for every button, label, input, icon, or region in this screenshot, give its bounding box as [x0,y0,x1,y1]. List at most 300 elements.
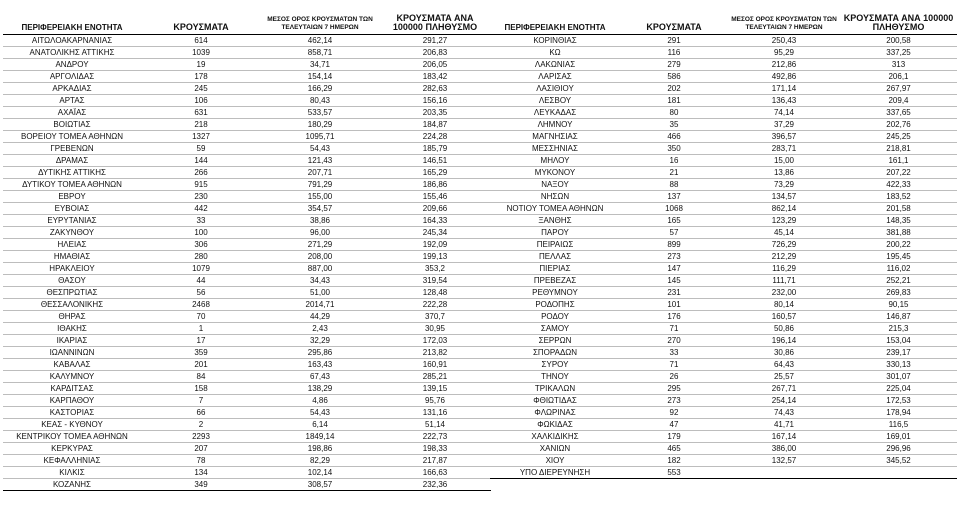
region-cell: ΚΑΛΥΜΝΟΥ [3,371,141,383]
per-100k-cell: 213,82 [379,347,491,359]
table-row [490,95,957,107]
avg-7-days-cell: 196,14 [728,335,840,347]
region-cell: ΠΑΡΟΥ [490,227,620,239]
header-cases: ΚΡΟΥΣΜΑΤΑ [620,10,728,35]
cases-cell: 57 [620,227,728,239]
region-cell: ΑΝΑΤΟΛΙΚΗΣ ΑΤΤΙΚΗΣ [3,47,141,59]
cases-cell: 465 [620,443,728,455]
table-row [490,179,957,191]
cases-cell: 306 [141,239,261,251]
avg-7-days-cell: 295,86 [261,347,379,359]
cases-cell: 145 [620,275,728,287]
per-100k-cell: 370,7 [379,311,491,323]
avg-7-days-cell: 1095,71 [261,131,379,143]
cases-cell: 553 [620,467,728,479]
table-row [3,347,491,359]
region-cell: ΦΩΚΙΔΑΣ [490,419,620,431]
per-100k-cell: 172,53 [840,395,957,407]
region-cell: ΑΧΑΪΑΣ [3,107,141,119]
per-100k-cell: 161,1 [840,155,957,167]
per-100k-cell: 252,21 [840,275,957,287]
cases-cell: 165 [620,215,728,227]
avg-7-days-cell: 208,00 [261,251,379,263]
per-100k-cell: 146,87 [840,311,957,323]
table-row [490,443,957,455]
region-cell: ΣΠΟΡΑΔΩΝ [490,347,620,359]
cases-cell: 144 [141,155,261,167]
per-100k-cell: 422,33 [840,179,957,191]
per-100k-cell: 172,03 [379,335,491,347]
table-row [490,323,957,335]
table-row [490,71,957,83]
table-row [3,395,491,407]
per-100k-cell: 131,16 [379,407,491,419]
table-row [3,59,491,71]
cases-cell: 44 [141,275,261,287]
per-100k-cell: 51,14 [379,419,491,431]
header-avg-7-days: ΜΕΣΟΣ ΟΡΟΣ ΚΡΟΥΣΜΑΤΩΝ ΤΩΝ ΤΕΛΕΥΤΑΙΩΝ 7 ΗΜΕΡΩΝ [261,10,379,35]
region-cell: ΝΟΤΙΟΥ ΤΟΜΕΑ ΑΘΗΝΩΝ [490,203,620,215]
cases-cell: 614 [141,35,261,47]
per-100k-cell: 165,29 [379,167,491,179]
per-100k-cell: 239,17 [840,347,957,359]
table-row [3,455,491,467]
table-row [490,251,957,263]
table-row [490,155,957,167]
table-row [3,467,491,479]
per-100k-cell: 200,58 [840,35,957,47]
cases-cell: 56 [141,287,261,299]
per-100k-cell: 160,91 [379,359,491,371]
per-100k-cell: 206,1 [840,71,957,83]
cases-cell: 2293 [141,431,261,443]
avg-7-days-cell: 13,86 [728,167,840,179]
avg-7-days-cell: 791,29 [261,179,379,191]
per-100k-cell: 245,34 [379,227,491,239]
per-100k-cell: 146,51 [379,155,491,167]
table-row [3,131,491,143]
cases-cell: 1039 [141,47,261,59]
cases-cell: 1079 [141,263,261,275]
region-cell: ΜΑΓΝΗΣΙΑΣ [490,131,620,143]
avg-7-days-cell: 15,00 [728,155,840,167]
avg-7-days-cell: 32,29 [261,335,379,347]
table-row [490,35,957,47]
avg-7-days-cell: 166,29 [261,83,379,95]
table-row [490,467,957,479]
table-row [490,239,957,251]
cases-cell: 84 [141,371,261,383]
region-cell: ΙΚΑΡΙΑΣ [3,335,141,347]
per-100k-cell: 337,25 [840,47,957,59]
table-row [490,455,957,467]
table-row [3,239,491,251]
avg-7-days-cell: 163,43 [261,359,379,371]
cases-cell: 631 [141,107,261,119]
region-cell: ΚΟΖΑΝΗΣ [3,479,141,491]
per-100k-cell: 217,87 [379,455,491,467]
table-row [3,251,491,263]
avg-7-days-cell: 38,86 [261,215,379,227]
region-cell: ΚΑΣΤΟΡΙΑΣ [3,407,141,419]
region-cell: ΛΑΣΙΘΙΟΥ [490,83,620,95]
cases-table-left [3,10,491,491]
avg-7-days-cell: 37,29 [728,119,840,131]
region-cell: ΔΥΤΙΚΟΥ ΤΟΜΕΑ ΑΘΗΝΩΝ [3,179,141,191]
region-cell: ΓΡΕΒΕΝΩΝ [3,143,141,155]
cases-cell: 350 [620,143,728,155]
avg-7-days-cell: 858,71 [261,47,379,59]
avg-7-days-cell: 283,71 [728,143,840,155]
region-cell: ΡΟΔΟΠΗΣ [490,299,620,311]
table-row [3,143,491,155]
table-row [3,479,491,491]
per-100k-cell: 285,21 [379,371,491,383]
table-row [490,215,957,227]
cases-cell: 291 [620,35,728,47]
per-100k-cell: 206,83 [379,47,491,59]
cases-cell: 245 [141,83,261,95]
region-cell: ΧΙΟΥ [490,455,620,467]
region-cell: ΠΕΙΡΑΙΩΣ [490,239,620,251]
per-100k-cell: 209,4 [840,95,957,107]
region-cell: ΚΕΡΚΥΡΑΣ [3,443,141,455]
cases-cell: 21 [620,167,728,179]
avg-7-days-cell: 154,14 [261,71,379,83]
region-cell: ΘΕΣΣΑΛΟΝΙΚΗΣ [3,299,141,311]
cases-cell: 26 [620,371,728,383]
cases-cell: 59 [141,143,261,155]
region-cell: ΚΩ [490,47,620,59]
avg-7-days-cell: 250,43 [728,35,840,47]
table-row [490,335,957,347]
table-body-right [490,35,957,479]
per-100k-cell: 202,76 [840,119,957,131]
per-100k-cell: 301,07 [840,371,957,383]
avg-7-days-cell: 102,14 [261,467,379,479]
region-cell: ΚΑΡΠΑΘΟΥ [3,395,141,407]
cases-cell: 92 [620,407,728,419]
per-100k-cell: 195,45 [840,251,957,263]
avg-7-days-cell: 887,00 [261,263,379,275]
table-row [490,395,957,407]
avg-7-days-cell: 212,86 [728,59,840,71]
table-row [3,179,491,191]
region-cell: ΖΑΚΥΝΘΟΥ [3,227,141,239]
avg-7-days-cell: 271,29 [261,239,379,251]
region-cell: ΔΥΤΙΚΗΣ ΑΤΤΙΚΗΣ [3,167,141,179]
cases-cell: 295 [620,383,728,395]
table-row [3,287,491,299]
table-row [490,347,957,359]
per-100k-cell: 186,86 [379,179,491,191]
per-100k-cell: 155,46 [379,191,491,203]
avg-7-days-cell: 123,29 [728,215,840,227]
table-row [3,311,491,323]
avg-7-days-cell: 121,43 [261,155,379,167]
avg-7-days-cell: 308,57 [261,479,379,491]
region-cell: ΦΛΩΡΙΝΑΣ [490,407,620,419]
cases-cell: 33 [620,347,728,359]
cases-cell: 66 [141,407,261,419]
header-region: ΠΕΡΙΦΕΡΕΙΑΚΗ ΕΝΟΤΗΤΑ [3,10,141,35]
cases-cell: 182 [620,455,728,467]
avg-7-days-cell: 180,29 [261,119,379,131]
region-cell: ΜΕΣΣΗΝΙΑΣ [490,143,620,155]
avg-7-days-cell: 82,29 [261,455,379,467]
region-cell: ΧΑΝΙΩΝ [490,443,620,455]
per-100k-cell: 209,66 [379,203,491,215]
cases-cell: 207 [141,443,261,455]
per-100k-cell [840,467,957,479]
table-body-left [3,35,491,491]
avg-7-days-cell: 111,71 [728,275,840,287]
region-cell: ΒΟΡΕΙΟΥ ΤΟΜΕΑ ΑΘΗΝΩΝ [3,131,141,143]
region-cell: ΕΥΒΟΙΑΣ [3,203,141,215]
avg-7-days-cell: 212,29 [728,251,840,263]
per-100k-cell: 200,22 [840,239,957,251]
cases-cell: 80 [620,107,728,119]
region-cell: ΑΝΔΡΟΥ [3,59,141,71]
per-100k-cell: 192,09 [379,239,491,251]
cases-cell: 280 [141,251,261,263]
per-100k-cell: 222,73 [379,431,491,443]
table-row [490,191,957,203]
table-row [490,359,957,371]
avg-7-days-cell: 80,43 [261,95,379,107]
header-avg-7-days: ΜΕΣΟΣ ΟΡΟΣ ΚΡΟΥΣΜΑΤΩΝ ΤΩΝ ΤΕΛΕΥΤΑΙΩΝ 7 ΗΜΕΡΩΝ [728,10,840,35]
cases-cell: 47 [620,419,728,431]
avg-7-days-cell: 155,00 [261,191,379,203]
cases-cell: 71 [620,359,728,371]
avg-7-days-cell: 492,86 [728,71,840,83]
cases-cell: 116 [620,47,728,59]
cases-cell: 218 [141,119,261,131]
cases-cell: 201 [141,359,261,371]
avg-7-days-cell: 267,71 [728,383,840,395]
per-100k-cell: 164,33 [379,215,491,227]
table-row [490,263,957,275]
table-row [3,119,491,131]
per-100k-cell: 90,15 [840,299,957,311]
region-cell: ΛΗΜΝΟΥ [490,119,620,131]
per-100k-cell: 166,63 [379,467,491,479]
region-cell: ΝΗΣΩΝ [490,191,620,203]
region-cell: ΛΕΥΚΑΔΑΣ [490,107,620,119]
cases-cell: 178 [141,71,261,83]
table-row [490,419,957,431]
table-row [3,95,491,107]
table-row [490,167,957,179]
region-cell: ΞΑΝΘΗΣ [490,215,620,227]
avg-7-days-cell: 54,43 [261,143,379,155]
table-row [490,299,957,311]
cases-cell: 2468 [141,299,261,311]
per-100k-cell: 183,52 [840,191,957,203]
avg-7-days-cell: 254,14 [728,395,840,407]
per-100k-cell: 296,96 [840,443,957,455]
avg-7-days-cell: 116,29 [728,263,840,275]
region-cell: ΚΕΦΑΛΛΗΝΙΑΣ [3,455,141,467]
avg-7-days-cell: 198,86 [261,443,379,455]
cases-cell: 134 [141,467,261,479]
avg-7-days-cell: 54,43 [261,407,379,419]
region-cell: ΔΡΑΜΑΣ [3,155,141,167]
table-row [3,407,491,419]
region-cell: ΘΑΣΟΥ [3,275,141,287]
avg-7-days-cell: 354,57 [261,203,379,215]
header-region: ΠΕΡΙΦΕΡΕΙΑΚΗ ΕΝΟΤΗΤΑ [490,10,620,35]
table-row [490,287,957,299]
cases-cell: 70 [141,311,261,323]
cases-cell: 137 [620,191,728,203]
table-row [3,419,491,431]
avg-7-days-cell: 396,57 [728,131,840,143]
region-cell: ΣΑΜΟΥ [490,323,620,335]
cases-cell: 273 [620,251,728,263]
table-row [490,83,957,95]
region-cell: ΑΙΤΩΛΟΑΚΑΡΝΑΝΙΑΣ [3,35,141,47]
per-100k-cell: 203,35 [379,107,491,119]
region-cell: ΚΑΡΔΙΤΣΑΣ [3,383,141,395]
per-100k-cell: 201,58 [840,203,957,215]
header-per-100k: ΚΡΟΥΣΜΑΤΑ ΑΝΑ 100000 ΠΛΗΘΥΣΜΟ [840,10,957,35]
table-row [3,431,491,443]
per-100k-cell: 319,54 [379,275,491,287]
per-100k-cell: 206,05 [379,59,491,71]
per-100k-cell: 178,94 [840,407,957,419]
per-100k-cell: 30,95 [379,323,491,335]
region-cell: ΗΜΑΘΙΑΣ [3,251,141,263]
avg-7-days-cell: 862,14 [728,203,840,215]
table-row [490,47,957,59]
cases-cell: 2 [141,419,261,431]
avg-7-days-cell: 138,29 [261,383,379,395]
cases-cell: 466 [620,131,728,143]
avg-7-days-cell: 232,00 [728,287,840,299]
region-cell: ΦΘΙΩΤΙΔΑΣ [490,395,620,407]
cases-cell: 273 [620,395,728,407]
avg-7-days-cell: 2,43 [261,323,379,335]
avg-7-days-cell: 34,43 [261,275,379,287]
per-100k-cell: 116,02 [840,263,957,275]
per-100k-cell: 95,76 [379,395,491,407]
cases-cell: 899 [620,239,728,251]
cases-cell: 442 [141,203,261,215]
cases-cell: 230 [141,191,261,203]
region-cell: ΤΗΝΟΥ [490,371,620,383]
cases-cell: 270 [620,335,728,347]
table-row [3,83,491,95]
cases-cell: 179 [620,431,728,443]
region-cell: ΛΑΡΙΣΑΣ [490,71,620,83]
per-100k-cell: 128,48 [379,287,491,299]
cases-cell: 19 [141,59,261,71]
region-cell: ΛΑΚΩΝΙΑΣ [490,59,620,71]
avg-7-days-cell: 73,29 [728,179,840,191]
table-row [3,35,491,47]
table-row [3,275,491,287]
cases-cell: 101 [620,299,728,311]
avg-7-days-cell: 134,57 [728,191,840,203]
region-cell: ΤΡΙΚΑΛΩΝ [490,383,620,395]
table-row [490,227,957,239]
table-row [490,431,957,443]
avg-7-days-cell: 74,14 [728,107,840,119]
avg-7-days-cell: 132,57 [728,455,840,467]
cases-cell: 1327 [141,131,261,143]
table-row [3,191,491,203]
table-row [490,275,957,287]
cases-cell: 915 [141,179,261,191]
region-cell: ΚΑΒΑΛΑΣ [3,359,141,371]
table-row [3,215,491,227]
per-100k-cell: 153,04 [840,335,957,347]
region-cell: ΚΕΝΤΡΙΚΟΥ ΤΟΜΕΑ ΑΘΗΝΩΝ [3,431,141,443]
table-row [3,323,491,335]
per-100k-cell: 291,27 [379,35,491,47]
cases-cell: 266 [141,167,261,179]
region-cell: ΜΥΚΟΝΟΥ [490,167,620,179]
per-100k-cell: 345,52 [840,455,957,467]
per-100k-cell: 156,16 [379,95,491,107]
region-cell: ΧΑΛΚΙΔΙΚΗΣ [490,431,620,443]
cases-cell: 231 [620,287,728,299]
table-row [3,443,491,455]
table-row [490,371,957,383]
region-cell: ΕΥΡΥΤΑΝΙΑΣ [3,215,141,227]
table-row [3,227,491,239]
per-100k-cell: 199,13 [379,251,491,263]
table-row [3,383,491,395]
avg-7-days-cell: 462,14 [261,35,379,47]
cases-cell: 158 [141,383,261,395]
region-cell: ΥΠΟ ΔΙΕΡΕΥΝΗΣΗ [490,467,620,479]
avg-7-days-cell: 386,00 [728,443,840,455]
per-100k-cell: 148,35 [840,215,957,227]
per-100k-cell: 116,5 [840,419,957,431]
avg-7-days-cell: 1849,14 [261,431,379,443]
avg-7-days-cell: 74,43 [728,407,840,419]
avg-7-days-cell: 95,29 [728,47,840,59]
avg-7-days-cell: 80,14 [728,299,840,311]
per-100k-cell: 169,01 [840,431,957,443]
table-row [490,59,957,71]
region-cell: ΚΕΑΣ - ΚΥΘΝΟΥ [3,419,141,431]
cases-cell: 202 [620,83,728,95]
header-cases: ΚΡΟΥΣΜΑΤΑ [141,10,261,35]
cases-cell: 181 [620,95,728,107]
cases-cell: 7 [141,395,261,407]
table-row [490,107,957,119]
avg-7-days-cell [728,467,840,479]
per-100k-cell: 139,15 [379,383,491,395]
region-cell: ΠΕΛΛΑΣ [490,251,620,263]
avg-7-days-cell: 2014,71 [261,299,379,311]
table-row [3,71,491,83]
region-cell: ΗΛΕΙΑΣ [3,239,141,251]
per-100k-cell: 224,28 [379,131,491,143]
avg-7-days-cell: 726,29 [728,239,840,251]
table-row [490,119,957,131]
avg-7-days-cell: 4,86 [261,395,379,407]
region-cell: ΘΕΣΠΡΩΤΙΑΣ [3,287,141,299]
table-row [3,371,491,383]
per-100k-cell: 381,88 [840,227,957,239]
avg-7-days-cell: 207,71 [261,167,379,179]
cases-cell: 147 [620,263,728,275]
table-row [3,167,491,179]
